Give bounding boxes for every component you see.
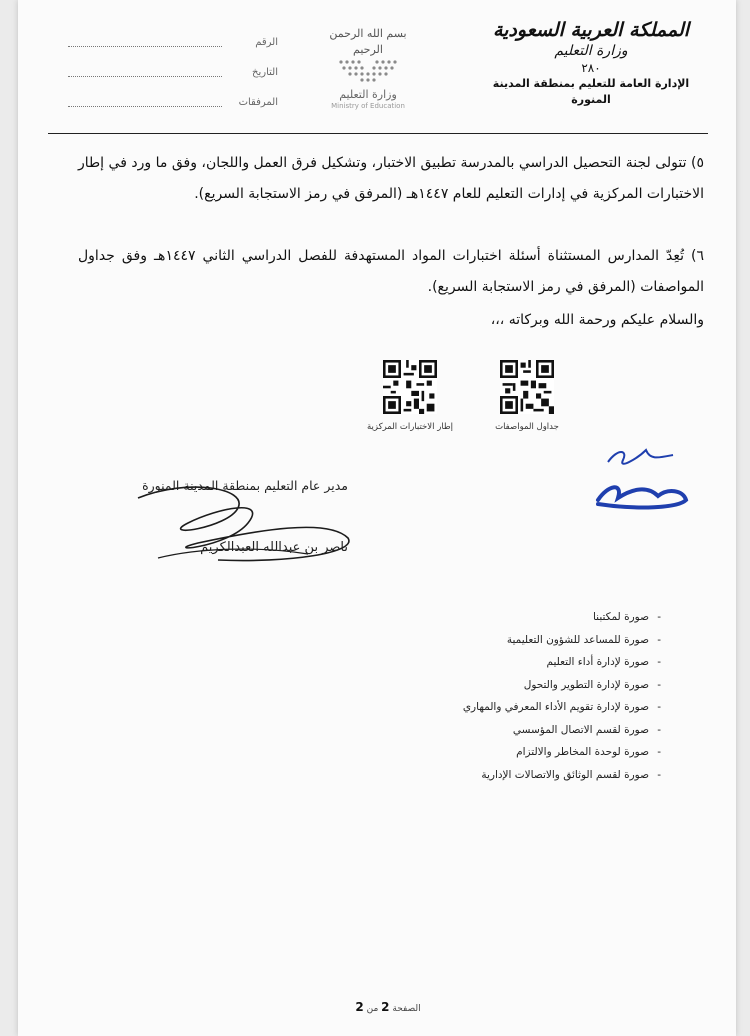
list-item: - صورة لإدارة أداء التعليم bbox=[361, 651, 661, 674]
kingdom-title: المملكة العربية السعودية bbox=[492, 19, 690, 41]
list-item: - صورة لإدارة تقويم الأداء المعرفي والمهاري bbox=[361, 696, 661, 719]
qr-block-specs bbox=[467, 360, 587, 432]
list-item: - صورة لقسم الاتصال المؤسسي bbox=[361, 719, 661, 742]
paragraph-item-5: ٥) تتولى لجنة التحصيل الدراسي بالمدرسة تطبيق الاختبار، وتشكيل فرق العمل واللجان، وفق ما ورد في إطار الاختبارات المركزية في إدارات التعليم للعام ١٤٤٧هـ (المرفق في رمز الاستجابة السريع). bbox=[78, 155, 704, 202]
document-page bbox=[18, 0, 736, 1036]
closing-greeting: والسلام عليكم ورحمة الله وبركاته ،،، bbox=[490, 312, 704, 328]
signatory-name: ناصر بن عبدالله العبدالكريم bbox=[200, 540, 348, 555]
ref-dotted-line bbox=[68, 38, 222, 47]
attachments-label: المرفقات bbox=[238, 96, 278, 108]
list-item: - صورة لمكتبنا bbox=[361, 606, 661, 629]
date-dotted-line bbox=[68, 68, 222, 77]
director-signature-icon bbox=[98, 468, 378, 578]
ref-label: الرقم bbox=[255, 36, 278, 48]
logo-wordmark: وزارة التعليم bbox=[339, 88, 397, 101]
date-label: التاريخ bbox=[252, 66, 278, 78]
list-item: - صورة لإدارة التطوير والتحول bbox=[361, 674, 661, 697]
list-item: - صورة لقسم الوثائق والاتصالات الإدارية bbox=[361, 764, 661, 787]
page-of-word: من bbox=[366, 1004, 379, 1014]
page-current: 2 bbox=[381, 1000, 390, 1014]
qr-code-icon[interactable] bbox=[383, 360, 437, 414]
logo-wordmark-en: Ministry of Education bbox=[331, 102, 405, 110]
list-item: - صورة للمساعد للشؤون التعليمية bbox=[361, 629, 661, 652]
administration-name: الإدارة العامة للتعليم بمنطقة المدينة المنورة bbox=[492, 77, 690, 106]
handwritten-initials-icon bbox=[578, 430, 698, 515]
qr-label-framework: إطار الاختبارات المركزية bbox=[366, 422, 454, 432]
qr-label-specs: جداول المواصفات bbox=[495, 422, 559, 432]
letterhead-right bbox=[486, 18, 696, 108]
basmala-calligraphy: بسم الله الرحمن الرحيم bbox=[329, 27, 407, 56]
letter-number: ٢٨٠ bbox=[581, 61, 601, 75]
list-item: - صورة لوحدة المخاطر والالتزام bbox=[361, 741, 661, 764]
ministry-emblem-icon bbox=[333, 58, 403, 84]
letter-meta-fields bbox=[68, 32, 278, 112]
ref-field bbox=[68, 32, 278, 52]
signatory-title: مدير عام التعليم بمنطقة المدينة المنورة bbox=[142, 478, 348, 493]
ministry-logo bbox=[318, 26, 418, 110]
qr-code-icon[interactable] bbox=[500, 360, 554, 414]
attachments-dotted-line bbox=[68, 98, 222, 107]
page-total: 2 bbox=[355, 1000, 364, 1014]
qr-block-framework bbox=[350, 360, 470, 432]
page-word: الصفحة bbox=[392, 1004, 421, 1014]
page-number bbox=[348, 1000, 428, 1014]
cc-distribution-list bbox=[361, 606, 661, 786]
ministry-title: وزارة التعليم bbox=[554, 43, 628, 59]
header-divider bbox=[48, 133, 708, 134]
date-field bbox=[68, 62, 278, 82]
attachments-field bbox=[68, 92, 278, 112]
paragraph-item-6: ٦) تُعِدّ المدارس المستثناة أسئلة اختبارات المواد المستهدفة للفصل الدراسي الثاني ١٤٤٧هـ وفق جداول المواصفات (المرفق في رمز الاستجابة السريع). bbox=[78, 248, 705, 295]
